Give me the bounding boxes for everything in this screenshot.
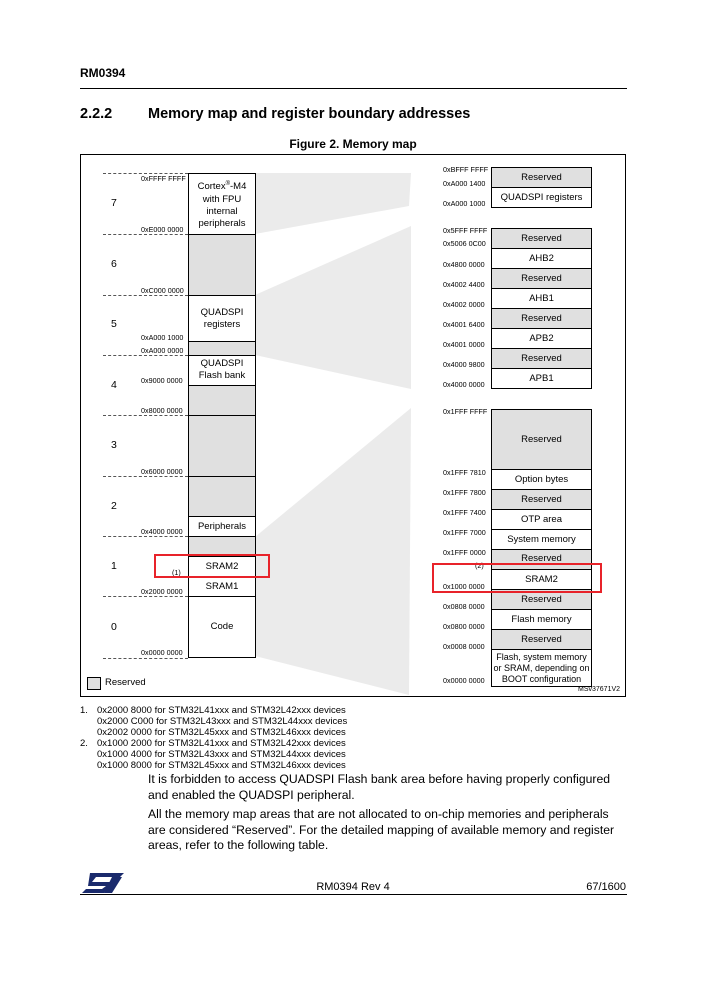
legend-label: Reserved bbox=[105, 677, 146, 688]
highlight-box bbox=[154, 554, 270, 578]
region-separator bbox=[103, 415, 188, 416]
address-label: 0x4001 6400 bbox=[443, 320, 485, 329]
document-id: RM0394 bbox=[80, 66, 126, 80]
svg-text:ST: ST bbox=[103, 887, 105, 888]
region-separator bbox=[103, 234, 188, 235]
address-label: 0x0000 0000 bbox=[141, 648, 183, 657]
address-label: 0x6000 0000 bbox=[141, 467, 183, 476]
reserved-block bbox=[188, 385, 256, 416]
address-label: 0x4002 4400 bbox=[443, 280, 485, 289]
section-number: 2.2.2 bbox=[80, 106, 113, 122]
reserved-block: Reserved bbox=[491, 489, 592, 510]
quadspi-registers-block: QUADSPI registers bbox=[491, 187, 592, 208]
figure-ref: MSv37671V2 bbox=[578, 686, 621, 693]
region-number: 3 bbox=[111, 439, 117, 451]
flash-memory-block: Flash memory bbox=[491, 609, 592, 630]
ahb2-block: AHB2 bbox=[491, 248, 592, 269]
region-number: 5 bbox=[111, 318, 117, 330]
figure-caption: Figure 2. Memory map bbox=[289, 137, 417, 151]
reserved-block: Reserved bbox=[491, 268, 592, 289]
reserved-block bbox=[188, 415, 256, 477]
address-label: 0x2000 0000 bbox=[141, 587, 183, 596]
reserved-block: Reserved bbox=[491, 549, 592, 570]
reserved-block: Reserved bbox=[491, 409, 592, 470]
region-separator bbox=[103, 536, 188, 537]
sram1-block: SRAM1 bbox=[188, 576, 256, 597]
apb2-block: APB2 bbox=[491, 328, 592, 349]
footer-rule bbox=[80, 894, 627, 895]
ahb1-block: AHB1 bbox=[491, 288, 592, 309]
footnote-ref: (1) bbox=[172, 568, 181, 577]
region-separator bbox=[103, 658, 188, 659]
address-label: 0x5006 0C00 bbox=[443, 239, 486, 248]
address-label: 0x4000 0000 bbox=[141, 527, 183, 536]
address-label: 0x1000 0000 bbox=[443, 582, 485, 591]
address-label: 0x1FFF 0000 bbox=[443, 548, 486, 557]
footnote-ref: (2) bbox=[475, 561, 484, 570]
footnote-number: 2. bbox=[80, 738, 88, 749]
address-label: 0x1FFF 7000 bbox=[443, 528, 486, 537]
address-label: 0xA000 1000 bbox=[141, 333, 184, 342]
reserved-block: Reserved bbox=[491, 629, 592, 650]
address-label: 0x1FFF 7400 bbox=[443, 508, 486, 517]
quadspi-flash-block: QUADSPI Flash bank bbox=[188, 355, 256, 386]
body-paragraph: All the memory map areas that are not allocated to on-chip memories and peripherals are considered “Reserved”. For the detailed mapping of available memory and register areas, refer to the following table. bbox=[148, 807, 615, 852]
region-number: 2 bbox=[111, 500, 117, 512]
reserved-block: Reserved bbox=[491, 167, 592, 188]
region-number: 7 bbox=[111, 197, 117, 209]
region-number: 0 bbox=[111, 621, 117, 633]
highlight-box bbox=[432, 563, 602, 593]
region-number: 4 bbox=[111, 379, 117, 391]
reserved-block bbox=[188, 234, 256, 296]
address-label: 0xE000 0000 bbox=[141, 225, 184, 234]
address-label: 0x4001 0000 bbox=[443, 340, 485, 349]
section-title: Memory map and register boundary addresses bbox=[148, 106, 471, 122]
sram2-block: SRAM2 bbox=[491, 569, 592, 590]
address-label: 0xA000 1000 bbox=[443, 199, 486, 208]
header-rule bbox=[80, 88, 627, 89]
address-label: 0x4000 9800 bbox=[443, 360, 485, 369]
address-label: 0x4002 0000 bbox=[443, 300, 485, 309]
address-label: 0xC000 0000 bbox=[141, 286, 184, 295]
apb1-block: APB1 bbox=[491, 368, 592, 389]
address-label: 0x0800 0000 bbox=[443, 622, 485, 631]
region-separator bbox=[103, 355, 188, 356]
region-number: 6 bbox=[111, 258, 117, 270]
reserved-block: Reserved bbox=[491, 348, 592, 369]
boot-aliased-block: Flash, system memory or SRAM, depending on BOOT configuration bbox=[491, 649, 592, 687]
address-label: 0x5FFF FFFF bbox=[443, 226, 488, 235]
reserved-block: Reserved bbox=[491, 308, 592, 329]
address-label: 0x4000 0000 bbox=[443, 380, 485, 389]
reserved-block: Reserved bbox=[491, 589, 592, 610]
address-label: 0x1FFF 7810 bbox=[443, 468, 486, 477]
footnote-number: 1. bbox=[80, 705, 88, 716]
quadspi-registers-block: QUADSPI registers bbox=[188, 295, 256, 342]
system-memory-block: System memory bbox=[491, 529, 592, 550]
address-label: 0x4800 0000 bbox=[443, 260, 485, 269]
region-separator bbox=[103, 295, 188, 296]
address-label: 0xBFFF FFFF bbox=[443, 165, 489, 174]
region-separator bbox=[103, 476, 188, 477]
address-label: 0x0000 0000 bbox=[443, 676, 485, 685]
address-label: 0x1FFF FFFF bbox=[443, 407, 488, 416]
memory-map-figure bbox=[80, 154, 626, 697]
address-label: 0x0008 0000 bbox=[443, 642, 485, 651]
address-label: 0xA000 1400 bbox=[443, 179, 486, 188]
option-bytes-block: Option bytes bbox=[491, 469, 592, 490]
address-label: 0x0808 0000 bbox=[443, 602, 485, 611]
address-label: 0xA000 0000 bbox=[141, 346, 184, 355]
footnote-line: 0x2002 0000 for STM32L45xxx and STM32L46xxx devices bbox=[97, 727, 346, 738]
code-block: Code bbox=[188, 596, 256, 658]
footnote-line: 0x1000 4000 for STM32L43xxx and STM32L44xxx devices bbox=[97, 749, 346, 760]
region-separator bbox=[103, 596, 188, 597]
peripherals-block: Peripherals bbox=[188, 516, 256, 537]
address-label: 0x9000 0000 bbox=[141, 376, 183, 385]
footnote-line: 0x2000 C000 for STM32L43xxx and STM32L44xxx devices bbox=[97, 716, 348, 727]
footnote-line: 0x1000 8000 for STM32L45xxx and STM32L46xxx devices bbox=[97, 760, 346, 771]
legend-swatch bbox=[87, 677, 101, 690]
address-label: 0xFFFF FFFF bbox=[141, 174, 186, 183]
footnote-line: 0x2000 8000 for STM32L41xxx and STM32L42xxx devices bbox=[97, 705, 346, 716]
address-label: 0x1FFF 7800 bbox=[443, 488, 486, 497]
page-number: 67/1600 bbox=[586, 881, 626, 893]
body-paragraph: It is forbidden to access QUADSPI Flash bank area before having properly configured and enabled the QUADSPI peripheral. bbox=[148, 772, 611, 802]
reserved-block bbox=[188, 341, 256, 356]
region-number: 1 bbox=[111, 560, 117, 572]
reserved-block bbox=[188, 476, 256, 517]
sram2-block: SRAM2 bbox=[188, 556, 256, 577]
footnote-line: 0x1000 2000 for STM32L41xxx and STM32L42xxx devices bbox=[97, 738, 346, 749]
footer-doc-rev: RM0394 Rev 4 bbox=[316, 881, 390, 893]
reserved-block: Reserved bbox=[491, 228, 592, 249]
otp-area-block: OTP area bbox=[491, 509, 592, 530]
address-label: 0x8000 0000 bbox=[141, 406, 183, 415]
cortex-m4-block: Cortex®-M4 with FPU internal peripherals bbox=[188, 173, 256, 235]
